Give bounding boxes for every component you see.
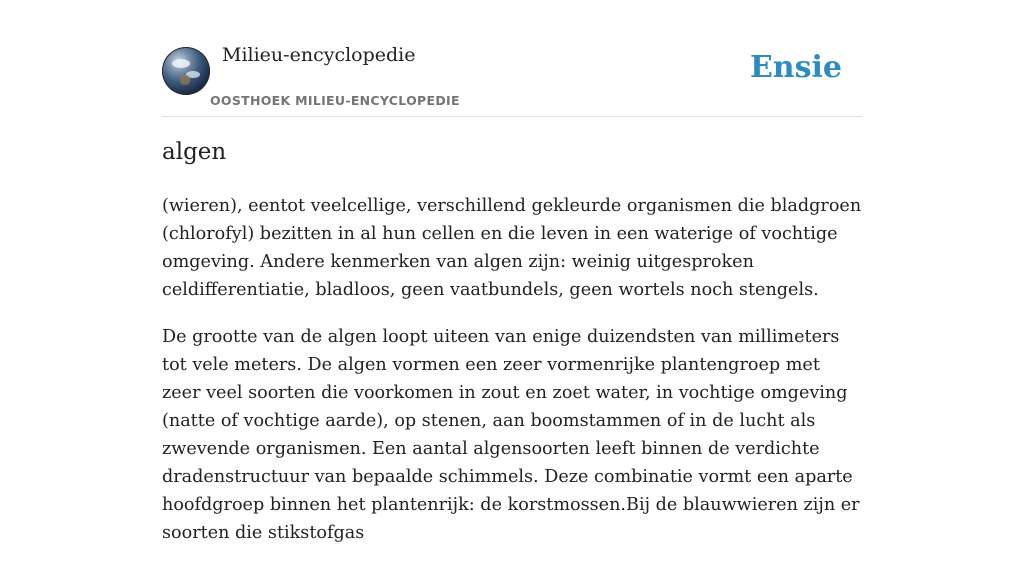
entry-body: [162, 192, 862, 566]
site-title-link[interactable]: Milieu-encyclopedie: [222, 44, 416, 66]
earth-globe-icon[interactable]: [162, 47, 210, 95]
site-subtitle: OOSTHOEK MILIEU-ENCYCLOPEDIE: [210, 93, 460, 108]
entry-paragraph: De grootte van de algen loopt uiteen van enige duizendsten van millimeters tot vele meters. De algen vormen een zeer vormenrijke plantengroep met zeer veel soorten die voorkomen in zout en zoet water, in vochtige omgeving (natte of vochtige aarde), op stenen, aan boomstammen of in de lucht als zwevende organismen. Een aantal algensoorten leeft binnen de verdichte dradenstructuur van bepaalde schimmels. Deze combinatie vormt een aparte hoofdgroep binnen het plantenrijk: de korstmossen.Bij de blauwwieren zijn er soorten die stikstofgas: [162, 327, 860, 543]
entry-title: algen: [162, 139, 227, 165]
site-header: [162, 0, 862, 117]
globe-cloud: [172, 59, 190, 68]
globe-land: [180, 75, 190, 85]
entry-paragraph: (wieren), eentot veelcellige, verschillend gekleurde organismen die bladgroen (chlorofyl) bezitten in al hun cellen en die leven in een waterige of vochtige omgeving. Andere kenmerken van algen zijn: weinig uitgesproken celdifferentiatie, bladloos, geen vaatbundels, geen wortels noch stengels.: [162, 196, 862, 300]
content-container: [162, 0, 862, 543]
ensie-logo-link[interactable]: Ensie: [749, 50, 842, 85]
